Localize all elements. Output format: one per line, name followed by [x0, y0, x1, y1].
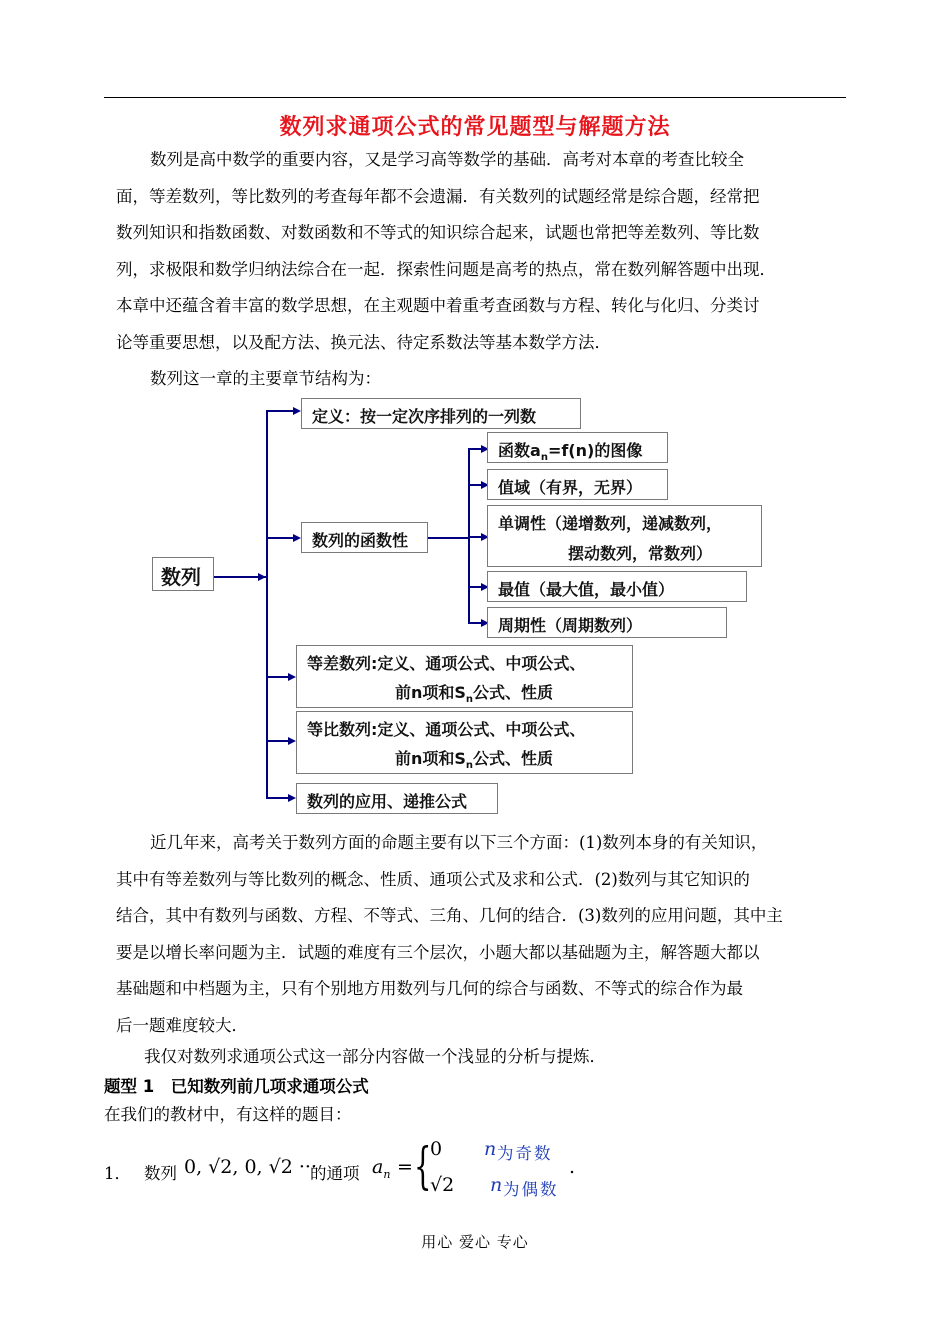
- body-line: 其中有等差数列与等比数列的概念、性质、通项公式及求和公式．(2)数列与其它知识的: [116, 869, 750, 889]
- geo-prefix: 前n项和S: [395, 749, 466, 768]
- extremum-label: 最值（最大值，最小值）: [498, 580, 675, 599]
- intro-line: 数列是高中数学的重要内容，又是学习高等数学的基础．高考对本章的考查比较全: [150, 150, 744, 169]
- geo-suffix: 公式、性质: [473, 749, 554, 768]
- problem-prefix: 数列: [144, 1164, 177, 1183]
- top-rule: [104, 97, 846, 98]
- monotone-line1: 单调性（递增数列，递减数列，: [498, 514, 723, 533]
- func-image-sub: n: [540, 452, 548, 464]
- section-intro: 在我们的教材中，有这样的题目：: [104, 1105, 352, 1124]
- arith-line2: [395, 680, 553, 705]
- case1-var: n: [484, 1138, 497, 1160]
- case1-value: 0: [430, 1138, 443, 1160]
- root-label: 数列: [161, 565, 201, 589]
- arrow-icon: [293, 407, 301, 415]
- an-symbol: [372, 1156, 390, 1181]
- connector: [468, 448, 470, 622]
- geo-line2: [395, 746, 553, 771]
- application-box: [296, 783, 498, 814]
- geo-sub: n: [465, 760, 474, 772]
- body-line: 后一题难度较大．: [116, 1015, 248, 1035]
- application-label: 数列的应用、递推公式: [307, 792, 468, 811]
- intro-line: 论等重要思想，以及配方法、换元法、待定系数法等基本数学方法．: [116, 332, 611, 352]
- document-title: 数列求通项公式的常见题型与解题方法: [279, 115, 671, 140]
- func-image-suffix: =f(n)的图像: [547, 441, 643, 460]
- period-box: [487, 607, 727, 638]
- problem-1: [104, 1138, 804, 1202]
- body-line: 近几年来，高考关于数列方面的命题主要有以下三个方面：(1)数列本身的有关知识，: [150, 833, 768, 852]
- problem-middle: 的通项: [310, 1164, 360, 1183]
- intro-line: 列，求极限和数学归纳法综合在一起．探索性问题是高考的热点，常在数列解答题中出现．: [116, 259, 776, 279]
- body-line: 结合，其中有数列与函数、方程、不等式、三角、几何的结合．(3)数列的应用问题，其中主: [116, 906, 783, 925]
- monotone-box: [487, 505, 762, 567]
- range-box: [487, 469, 668, 500]
- diagram-root-box: [152, 557, 214, 591]
- function-props-box: [301, 522, 428, 553]
- arrow-icon: [288, 737, 296, 745]
- case2-var: n: [490, 1174, 503, 1196]
- function-image-label: [498, 438, 642, 463]
- connector: [266, 676, 290, 678]
- arith-sub: n: [465, 694, 474, 706]
- connector: [428, 537, 468, 539]
- arith-line1: 等差数列:定义、通项公式、中项公式、: [307, 654, 586, 673]
- function-image-box: [487, 432, 668, 463]
- arrow-icon: [293, 534, 301, 542]
- body-paragraph: [116, 825, 848, 1044]
- extremum-box: [487, 571, 747, 602]
- connector: [266, 740, 290, 742]
- arrow-icon: [288, 673, 296, 681]
- range-label: 值域（有界，无界）: [498, 478, 643, 497]
- func-image-prefix: 函数a: [498, 441, 541, 460]
- connector: [266, 410, 268, 797]
- equals-sign: =: [397, 1156, 413, 1178]
- geometric-box: [296, 711, 633, 774]
- arith-suffix: 公式、性质: [473, 683, 554, 702]
- monotone-line2: 摆动数列，常数列）: [568, 544, 713, 563]
- case2-condition: 为偶数: [503, 1180, 559, 1199]
- problem-end: .: [569, 1156, 576, 1178]
- arith-prefix: 前n项和S: [395, 683, 466, 702]
- case1-condition: 为奇数: [497, 1144, 553, 1163]
- connector: [266, 537, 296, 539]
- intro-line: 本章中还蕴含着丰富的数学思想，在主观题中着重考查函数与方程、转化与化归、分类讨: [116, 296, 760, 315]
- definition-label: 定义：按一定次序排列的一列数: [312, 407, 537, 426]
- page-footer: 用心 爱心 专心: [421, 1233, 529, 1251]
- intro-line: 面，等差数列，等比数列的考查每年都不会遗漏．有关数列的试题经常是综合题，经常把: [116, 186, 760, 206]
- arrow-icon: [258, 573, 266, 581]
- case-brace: {: [414, 1137, 432, 1195]
- period-label: 周期性（周期数列）: [498, 616, 643, 635]
- geo-line1: 等比数列:定义、通项公式、中项公式、: [307, 720, 586, 739]
- body-line: 要是以增长率问题为主．试题的难度有三个层次，小题大都以基础题为主，解答题大都以: [116, 942, 760, 962]
- arrow-icon: [288, 794, 296, 802]
- problem-number: 1．: [104, 1164, 131, 1183]
- an-subscript: n: [383, 1167, 391, 1181]
- definition-box: [301, 398, 581, 429]
- intro-line: 数列知识和指数函数、对数函数和不等式的知识综合起来，试题也常把等差数列、等比数: [116, 223, 760, 242]
- function-props-label: 数列的函数性: [312, 531, 409, 550]
- section-title: 题型 1 已知数列前几项求通项公式: [104, 1077, 369, 1096]
- case2-value: √2: [430, 1174, 455, 1196]
- connector: [266, 797, 290, 799]
- an-letter: a: [372, 1156, 384, 1178]
- sequence-terms: 0, √2, 0, √2 ···: [184, 1156, 317, 1178]
- connector: [266, 410, 296, 412]
- analysis-line: 我仅对数列求通项公式这一部分内容做一个浅显的分析与提炼．: [144, 1047, 606, 1066]
- intro-line: 数列这一章的主要章节结构为：: [150, 369, 381, 388]
- body-line: 基础题和中档题为主，只有个别地方用数列与几何的综合与函数、不等式的综合作为最: [116, 979, 743, 998]
- intro-paragraph: [116, 142, 848, 398]
- arithmetic-box: [296, 645, 633, 708]
